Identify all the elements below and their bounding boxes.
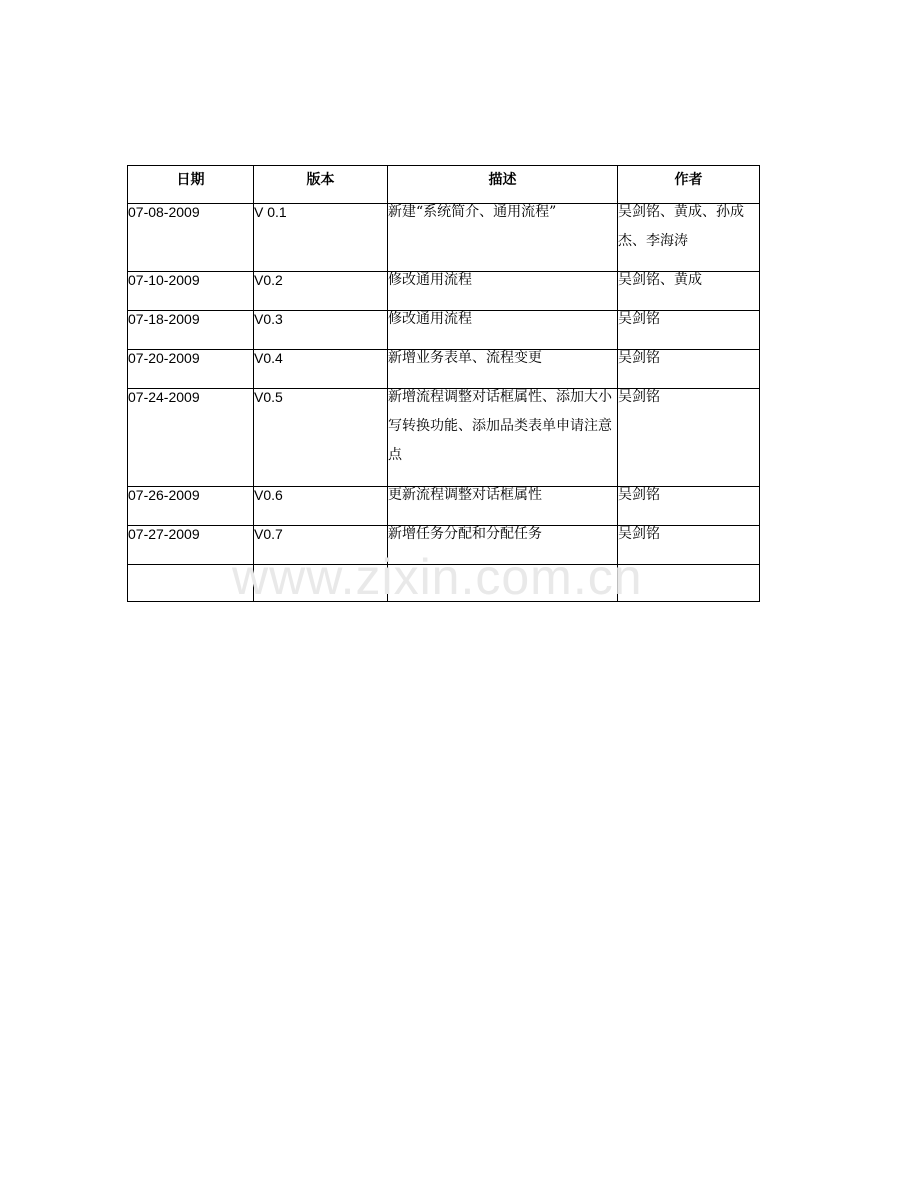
cell-date bbox=[128, 565, 254, 602]
description-text: 新建“系统简介、通用流程” bbox=[388, 204, 557, 220]
author-text: 吴剑铭 bbox=[618, 311, 660, 327]
description-text: 修改通用流程 bbox=[388, 311, 472, 327]
header-date: 日期 bbox=[128, 166, 254, 204]
cell-version: V0.3 bbox=[254, 311, 388, 350]
cell-author bbox=[618, 204, 760, 272]
author-text: 吴剑铭、黄成、孙成杰、李海涛 bbox=[618, 204, 744, 249]
header-description: 描述 bbox=[388, 166, 618, 204]
cell-description bbox=[388, 565, 618, 602]
cell-version bbox=[254, 565, 388, 602]
author-text: 吴剑铭 bbox=[618, 487, 660, 503]
cell-version: V0.5 bbox=[254, 389, 388, 487]
author-text: 吴剑铭、黄成 bbox=[618, 272, 702, 288]
cell-description bbox=[388, 204, 618, 272]
table-row bbox=[128, 526, 760, 565]
cell-version: V 0.1 bbox=[254, 204, 388, 272]
table-row-empty bbox=[128, 565, 760, 602]
cell-date: 07-20-2009 bbox=[128, 350, 254, 389]
cell-version: V0.2 bbox=[254, 272, 388, 311]
cell-date: 07-27-2009 bbox=[128, 526, 254, 565]
watermark: www.zixin.com.cn bbox=[232, 549, 643, 605]
cell-version: V0.6 bbox=[254, 487, 388, 526]
cell-author bbox=[618, 526, 760, 565]
author-text: 吴剑铭 bbox=[618, 389, 660, 405]
header-version: 版本 bbox=[254, 166, 388, 204]
cell-date: 07-10-2009 bbox=[128, 272, 254, 311]
description-text: 更新流程调整对话框属性 bbox=[388, 487, 542, 503]
cell-date: 07-24-2009 bbox=[128, 389, 254, 487]
description-text: 新增任务分配和分配任务 bbox=[388, 526, 542, 542]
description-text: 新增业务表单、流程变更 bbox=[388, 350, 542, 366]
cell-version: V0.4 bbox=[254, 350, 388, 389]
header-author: 作者 bbox=[618, 166, 760, 204]
cell-date: 07-08-2009 bbox=[128, 204, 254, 272]
author-text: 吴剑铭 bbox=[618, 350, 660, 366]
cell-author bbox=[618, 565, 760, 602]
cell-description bbox=[388, 389, 618, 487]
cell-date: 07-26-2009 bbox=[128, 487, 254, 526]
cell-version: V0.7 bbox=[254, 526, 388, 565]
cell-author bbox=[618, 389, 760, 487]
description-text: 修改通用流程 bbox=[388, 272, 472, 288]
table-row bbox=[128, 204, 760, 272]
author-text: 吴剑铭 bbox=[618, 526, 660, 542]
table-row bbox=[128, 389, 760, 487]
cell-date: 07-18-2009 bbox=[128, 311, 254, 350]
description-text: 新增流程调整对话框属性、添加大小写转换功能、添加品类表单申请注意点 bbox=[388, 389, 612, 463]
cell-description bbox=[388, 526, 618, 565]
revision-history-table bbox=[127, 165, 760, 602]
